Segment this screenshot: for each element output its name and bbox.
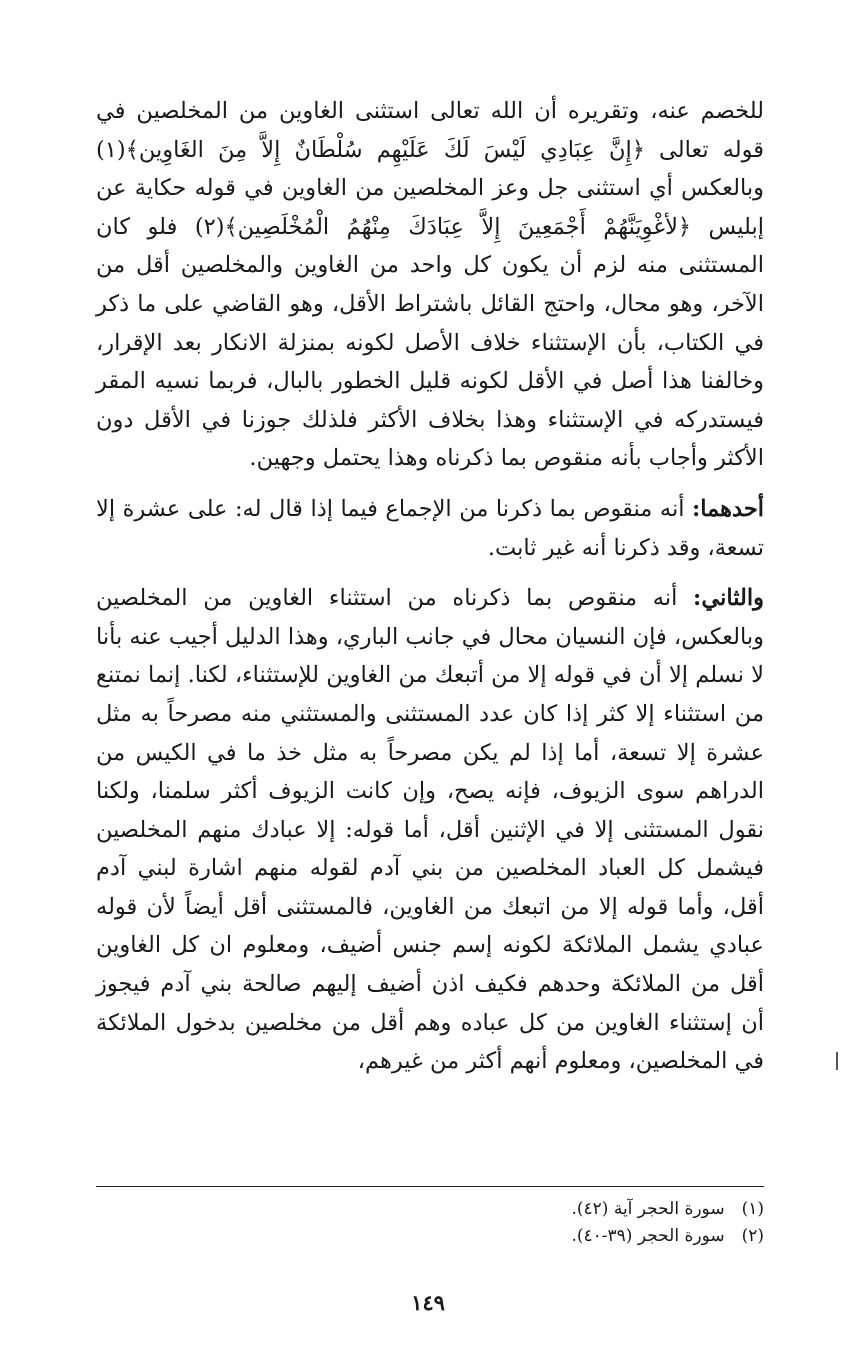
margin-mark <box>836 1052 838 1070</box>
footnote-text: سورة الحجر (٣٩-٤٠). <box>571 1226 725 1246</box>
paragraph-second-reply <box>96 579 764 1081</box>
footnote-text: سورة الحجر آية (٤٢). <box>571 1199 725 1219</box>
paragraph-opening: للخصم عنه، وتقريره أن الله تعالى استثنى الغاوين من المخلصين في قوله تعالى ﴿إِنَّ عِبَادِي لَيْسَ لَكَ عَلَيْهِم سُلْطَانٌ إِلاَّ مِنَ الغَاوِين﴾(١) وبالعكس أي استثنى جل وعز المخلصين من الغاوين في قوله حكاية عن إبليس ﴿لأغْوِيَنَّهُمْ أَجْمَعِينَ إِلاَّ عِبَادَكَ مِنْهُمُ الْمُخْلَصِين﴾(٢) فلو كان المستثنى منه لزم أن يكون كل واحد من الغاوين والمخلصين أقل من الآخر، وهو محال، واحتج القائل باشتراط الأقل، وهو القاضي على ما ذكر في الكتاب، بأن الإستثناء خلاف الأصل لكونه بمنزلة الانكار بعد الإقرار، وخالفنا هذا أصل في الأقل لكونه قليل الخطور بالبال، فربما نسيه المقر فيستدركه في الإستثناء وهذا بخلاف الأكثر فلذلك جوزنا في الأقل دون الأكثر وأجاب بأنه منقوص بما ذكرناه وهذا يحتمل وجهين. <box>96 98 764 472</box>
footnote-item <box>96 1196 764 1223</box>
page-body <box>96 92 764 1081</box>
footnote-item <box>96 1223 764 1250</box>
footnote-number: (١) <box>741 1199 764 1219</box>
main-text <box>96 92 764 1081</box>
footnote-separator <box>96 1186 764 1187</box>
paragraph-text: أنه منقوص بما ذكرنا من الإجماع فيما إذا قال له: على عشرة إلا تسعة، وقد ذكرنا أنه غير ثابت. <box>96 495 764 561</box>
paragraph-first-reply <box>96 490 764 567</box>
page-number: ١٤٩ <box>411 1290 445 1315</box>
paragraph-label: والثاني: <box>693 585 764 612</box>
footnotes <box>96 1196 764 1250</box>
paragraph-label: أحدهما: <box>691 495 764 522</box>
paragraph-text: أنه منقوص بما ذكرناه من استثناء الغاوين من المخلصين وبالعكس، فإن النسيان محال في جانب الباري، وهذا الدليل أجيب عنه بأنا لا نسلم إلا أن في قوله إلا من أتبعك من الغاوين للإستثناء، لكنا. إنما نمتنع من استثناء إلا كثر إذا كان عدد المستثنى والمستثني منه مصرحاً به مثل عشرة إلا تسعة، أما إذا لم يكن مصرحاً به مثل خذ ما في الكيس من الدراهم سوى الزيوف، فإنه يصح، وإن كانت الزيوف أكثر سلمنا، ولكنا نقول المستثنى إلا في الإثنين أقل، أما قوله: إلا عبادك منهم المخلصين فيشمل كل العباد المخلصين من بني آدم لقوله منهم اشارة لبني آدم أقل، وأما قوله إلا من اتبعك من الغاوين، فالمستثنى أقل أيضاً لأن قوله عبادي يشمل الملائكة لكونه إسم جنس أضيف، ومعلوم ان كل الغاوين أقل من الملائكة وحدهم فكيف اذن أضيف إليهم صالحة بني آدم فيجوز أن إستثناء الغاوين من كل عباده وهم أقل من مخلصين بدخول الملائكة في المخلصين، ومعلوم أنهم أكثر من غيرهم، <box>96 585 764 1075</box>
footnote-number: (٢) <box>741 1226 764 1246</box>
